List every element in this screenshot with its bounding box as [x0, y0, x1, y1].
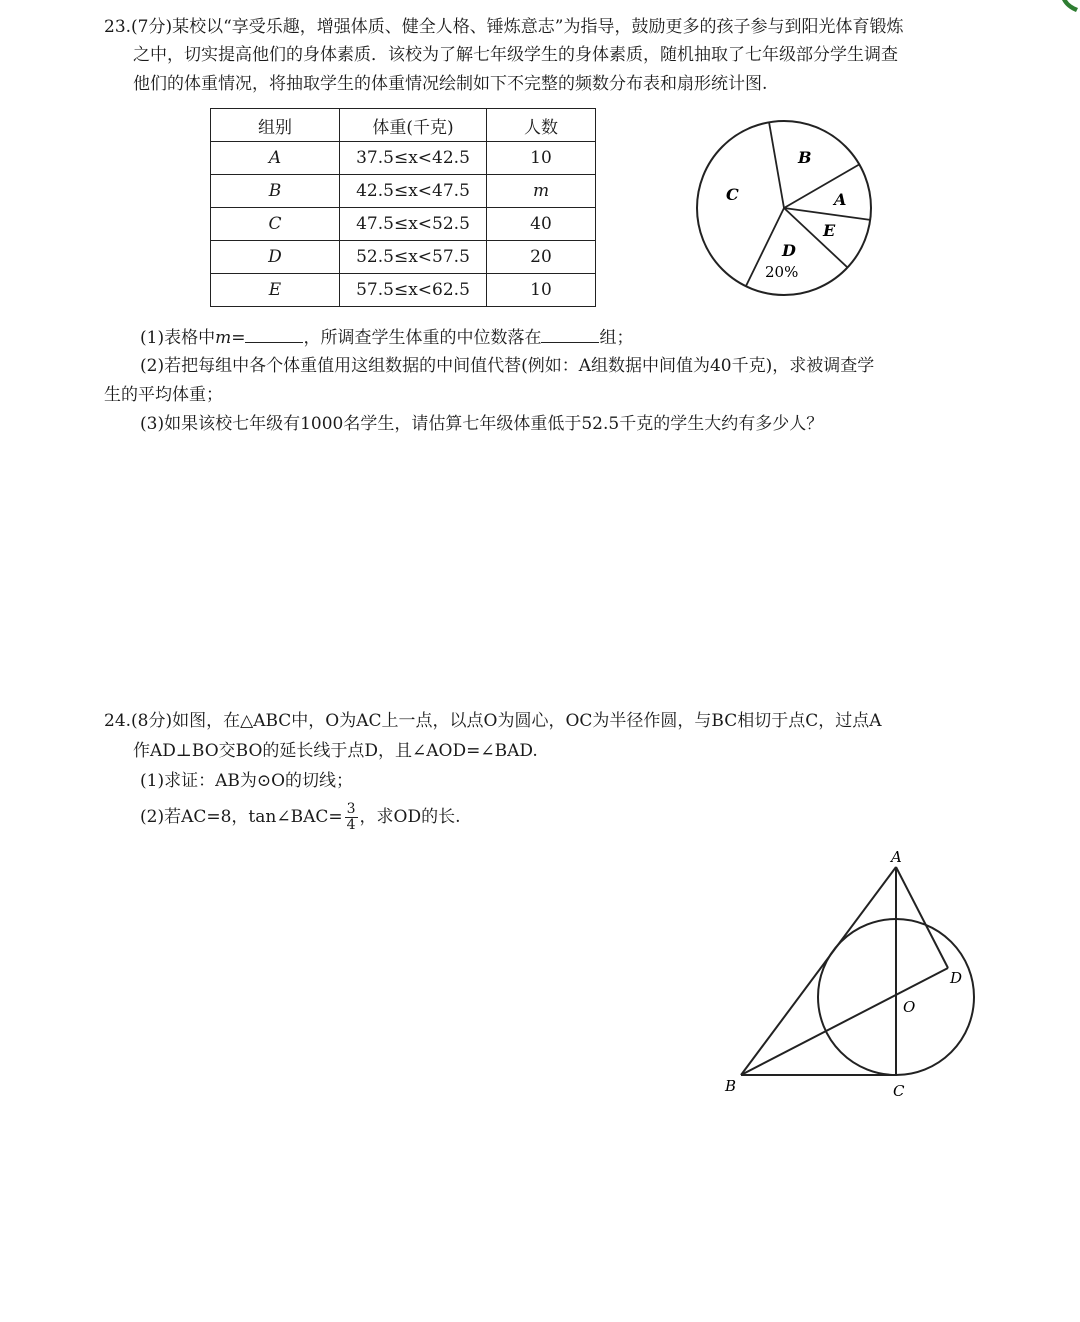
- table-row: [211, 175, 596, 208]
- q23-sub1-prefix: (1)表格中: [140, 328, 216, 348]
- point-label-a: A: [891, 848, 902, 866]
- table-cell-group: B: [211, 175, 340, 208]
- table-cell-group: A: [211, 142, 340, 175]
- q23-sub3: (3)如果该校七年级有1000名学生，请估算七年级体重低于52.5千克的学生大约有多少人？: [140, 414, 824, 434]
- q24-line-2: 作AD⊥BO交BO的延长线于点D，且∠AOD=∠BAD.: [133, 741, 538, 761]
- pie-divider-a-e: [784, 208, 871, 220]
- q23-sub1-suffix: 组；: [599, 328, 634, 348]
- table-row: [211, 208, 596, 241]
- q24-sub1: (1)求证：AB为⊙O的切线；: [140, 771, 354, 791]
- point-label-b: B: [725, 1077, 737, 1095]
- fraction-3-4: [345, 802, 358, 833]
- q23-sub1-middle: ，所调查学生体重的中位数落在: [303, 328, 542, 348]
- pie-divider-b-a: [784, 164, 860, 208]
- q23-line-2: 之中，切实提高他们的身体素质．该校为了解七年级学生的身体素质，随机抽取了七年级部分学生调查: [133, 45, 898, 65]
- frequency-table: [210, 108, 596, 307]
- table-cell-range: 37.5≤x<42.5: [340, 142, 487, 175]
- segment-ab: [741, 867, 896, 1075]
- table-cell-count: m: [487, 175, 596, 208]
- q23-sub2-line-2: 生的平均体重；: [104, 385, 223, 405]
- table-cell-range: 47.5≤x<52.5: [340, 208, 487, 241]
- pie-label-d-percent: 20%: [765, 263, 799, 281]
- pie-label-d: D: [782, 241, 796, 260]
- table-header: 体重(千克): [340, 109, 487, 142]
- pie-divider-c-b: [769, 122, 784, 208]
- table-cell-group: C: [211, 208, 340, 241]
- pie-label-a: A: [834, 190, 847, 209]
- corner-leaf-mark: [1058, 0, 1080, 16]
- geometry-figure: [715, 845, 985, 1105]
- q23-sub1: [140, 326, 633, 349]
- fraction-numerator: 3: [346, 801, 356, 817]
- table-cell-group: D: [211, 241, 340, 274]
- q23-line-3: 他们的体重情况，将抽取学生的体重情况绘制如下不完整的频数分布表和扇形统计图.: [133, 74, 768, 94]
- table-cell-range: 52.5≤x<57.5: [340, 241, 487, 274]
- point-label-o: O: [903, 998, 916, 1016]
- q24-sub2-prefix: (2)若AC=8，tan∠BAC=: [140, 807, 343, 827]
- point-label-c: C: [893, 1082, 905, 1100]
- table-row: [211, 274, 596, 307]
- q24-sub2: [140, 800, 461, 834]
- pie-chart: [690, 116, 880, 300]
- q24-line-1: 24.(8分)如图，在△ABC中，O为AC上一点，以点O为圆心，OC为半径作圆，与BC相切于点C，过点A: [104, 711, 882, 731]
- table-cell-group: E: [211, 274, 340, 307]
- table-cell-count: 20: [487, 241, 596, 274]
- table-header: 组别: [211, 109, 340, 142]
- q23-sub2-line-1: (2)若把每组中各个体重值用这组数据的中间值代替(例如：A组数据中间值为40千克)，求被调查学: [140, 356, 875, 376]
- fraction-denominator: 4: [346, 817, 356, 833]
- table-cell-count: 10: [487, 142, 596, 175]
- q23-line-1: 23.(7分)某校以“享受乐趣，增强体质、健全人格、锤炼意志”为指导，鼓励更多的孩子参与到阳光体育锻炼: [104, 17, 904, 37]
- answer-blank-m[interactable]: [245, 326, 303, 343]
- q23-sub1-m: m=: [215, 328, 246, 348]
- segment-ad: [896, 867, 948, 968]
- table-row: [211, 142, 596, 175]
- q24-sub2-suffix: ，求OD的长.: [359, 807, 461, 827]
- pie-label-c: C: [726, 185, 739, 204]
- table-header: 人数: [487, 109, 596, 142]
- pie-label-e: E: [823, 221, 836, 240]
- table-header-row: [211, 109, 596, 142]
- point-label-d: D: [950, 969, 963, 987]
- segment-bd: [741, 968, 948, 1075]
- answer-blank-group[interactable]: [541, 326, 599, 343]
- table-cell-count: 10: [487, 274, 596, 307]
- table-cell-range: 57.5≤x<62.5: [340, 274, 487, 307]
- table-cell-range: 42.5≤x<47.5: [340, 175, 487, 208]
- table-cell-count: 40: [487, 208, 596, 241]
- pie-label-b: B: [798, 148, 812, 167]
- table-row: [211, 241, 596, 274]
